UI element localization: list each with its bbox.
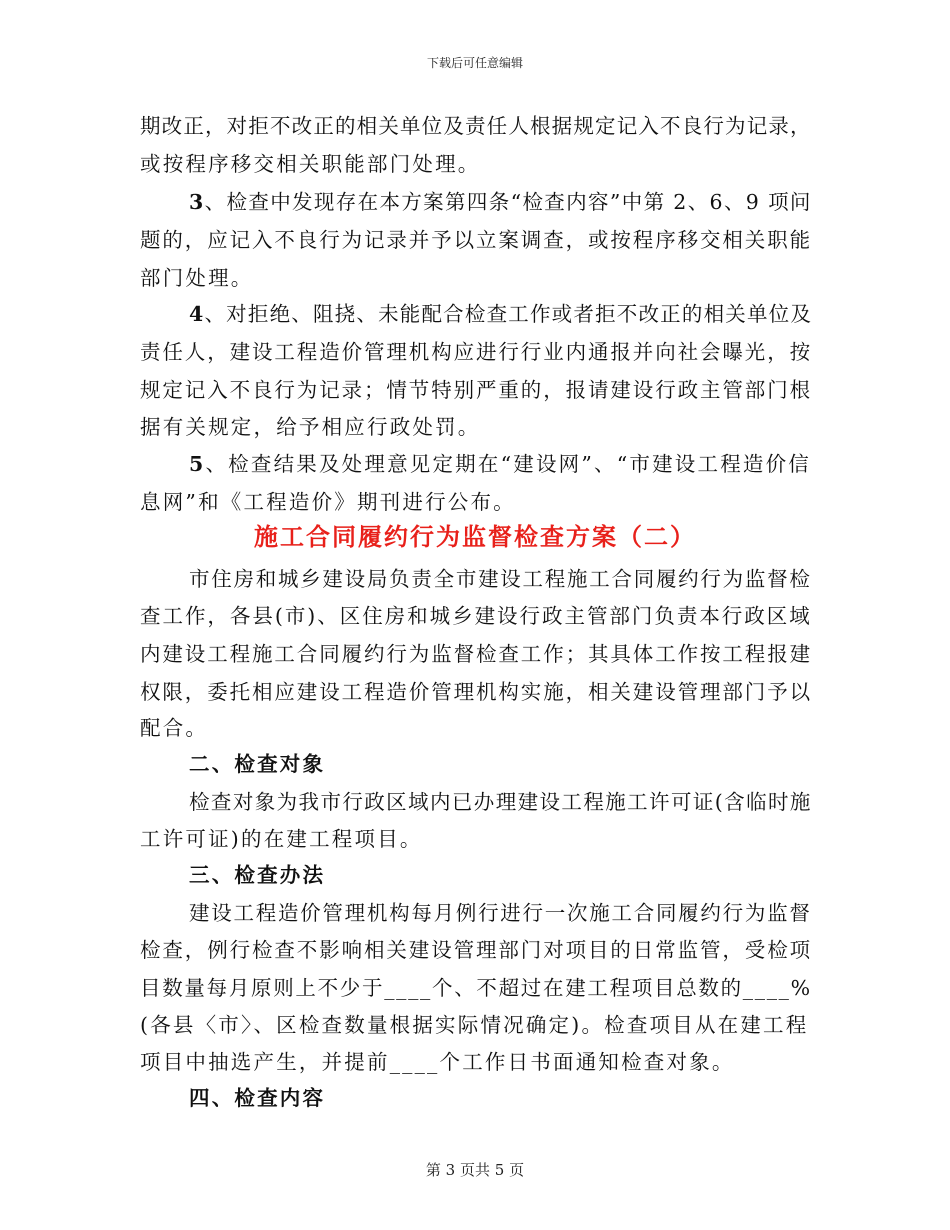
paragraph-line: 检查，例行检查不影响相关建设管理部门对项目的日常监管，受检项 (140, 938, 812, 962)
item-number: 5 (189, 452, 206, 476)
item-3-line: 3、检查中发现存在本方案第四条“检查内容”中第 2、6、9 项问 (189, 190, 812, 214)
section-heading: 四、检查内容 (189, 1086, 326, 1110)
paragraph-line: 题的，应记入不良行为记录并予以立案调查，或按程序移交相关职能 (140, 228, 812, 252)
paragraph-line: 建设工程造价管理机构每月例行进行一次施工合同履约行为监督 (189, 901, 812, 925)
item-5-line: 5、检查结果及处理意见定期在“建设网”、“市建设工程造价信 (189, 452, 812, 476)
paragraph-line: 或按程序移交相关职能部门处理。 (140, 152, 481, 176)
paragraph-line: 据有关规定，给予相应行政处罚。 (140, 415, 481, 439)
paragraph-line: 规定记入不良行为记录；情节特别严重的，报请建设行政主管部门根 (140, 378, 812, 402)
paragraph-line: 检查对象为我市行政区域内已办理建设工程施工许可证(含临时施 (189, 790, 812, 814)
paragraph-line: 息网”和《工程造价》期刊进行公布。 (140, 490, 516, 514)
paragraph-line: 部门处理。 (140, 266, 254, 290)
item-number: 4 (189, 302, 205, 326)
paragraph-line: 责任人，建设工程造价管理机构应进行行业内通报并向社会曝光，按 (140, 340, 812, 364)
paragraph-line: 市住房和城乡建设局负责全市建设工程施工合同履约行为监督检 (189, 567, 812, 591)
paragraph-line: 权限，委托相应建设工程造价管理机构实施，相关建设管理部门予以 (140, 680, 812, 704)
section-heading: 三、检查办法 (189, 863, 326, 887)
section-heading: 二、检查对象 (189, 752, 326, 776)
paragraph-line: 工许可证)的在建工程项目。 (140, 827, 423, 851)
item-4-line: 4、对拒绝、阻挠、未能配合检查工作或者拒不改正的相关单位及 (189, 302, 813, 326)
page-header: 下载后可任意编辑 (426, 56, 523, 70)
item-number: 3 (189, 190, 205, 214)
paragraph-line: 目数量每月原则上不少于____个、不超过在建工程项目总数的____% (140, 976, 812, 1000)
paragraph-line: 内建设工程施工合同履约行为监督检查工作；其具体工作按工程报建 (140, 642, 812, 666)
paragraph-line: 项目中抽选产生，并提前____个工作日书面通知检查对象。 (140, 1050, 735, 1074)
paragraph-line: 查工作，各县(市)、区住房和城乡建设行政主管部门负责本行政区域 (140, 604, 812, 628)
paragraph-line: 期改正，对拒不改正的相关单位及责任人根据规定记入不良行为记录， (140, 114, 812, 138)
paragraph-line: (各县〈市〉、区检查数量根据实际情况确定)。检查项目从在建工程 (140, 1013, 809, 1037)
section-title: 施工合同履约行为监督检查方案（二） (254, 523, 696, 551)
page-footer: 第 3 页共 5 页 (425, 1161, 525, 1179)
paragraph-line: 配合。 (140, 716, 209, 740)
